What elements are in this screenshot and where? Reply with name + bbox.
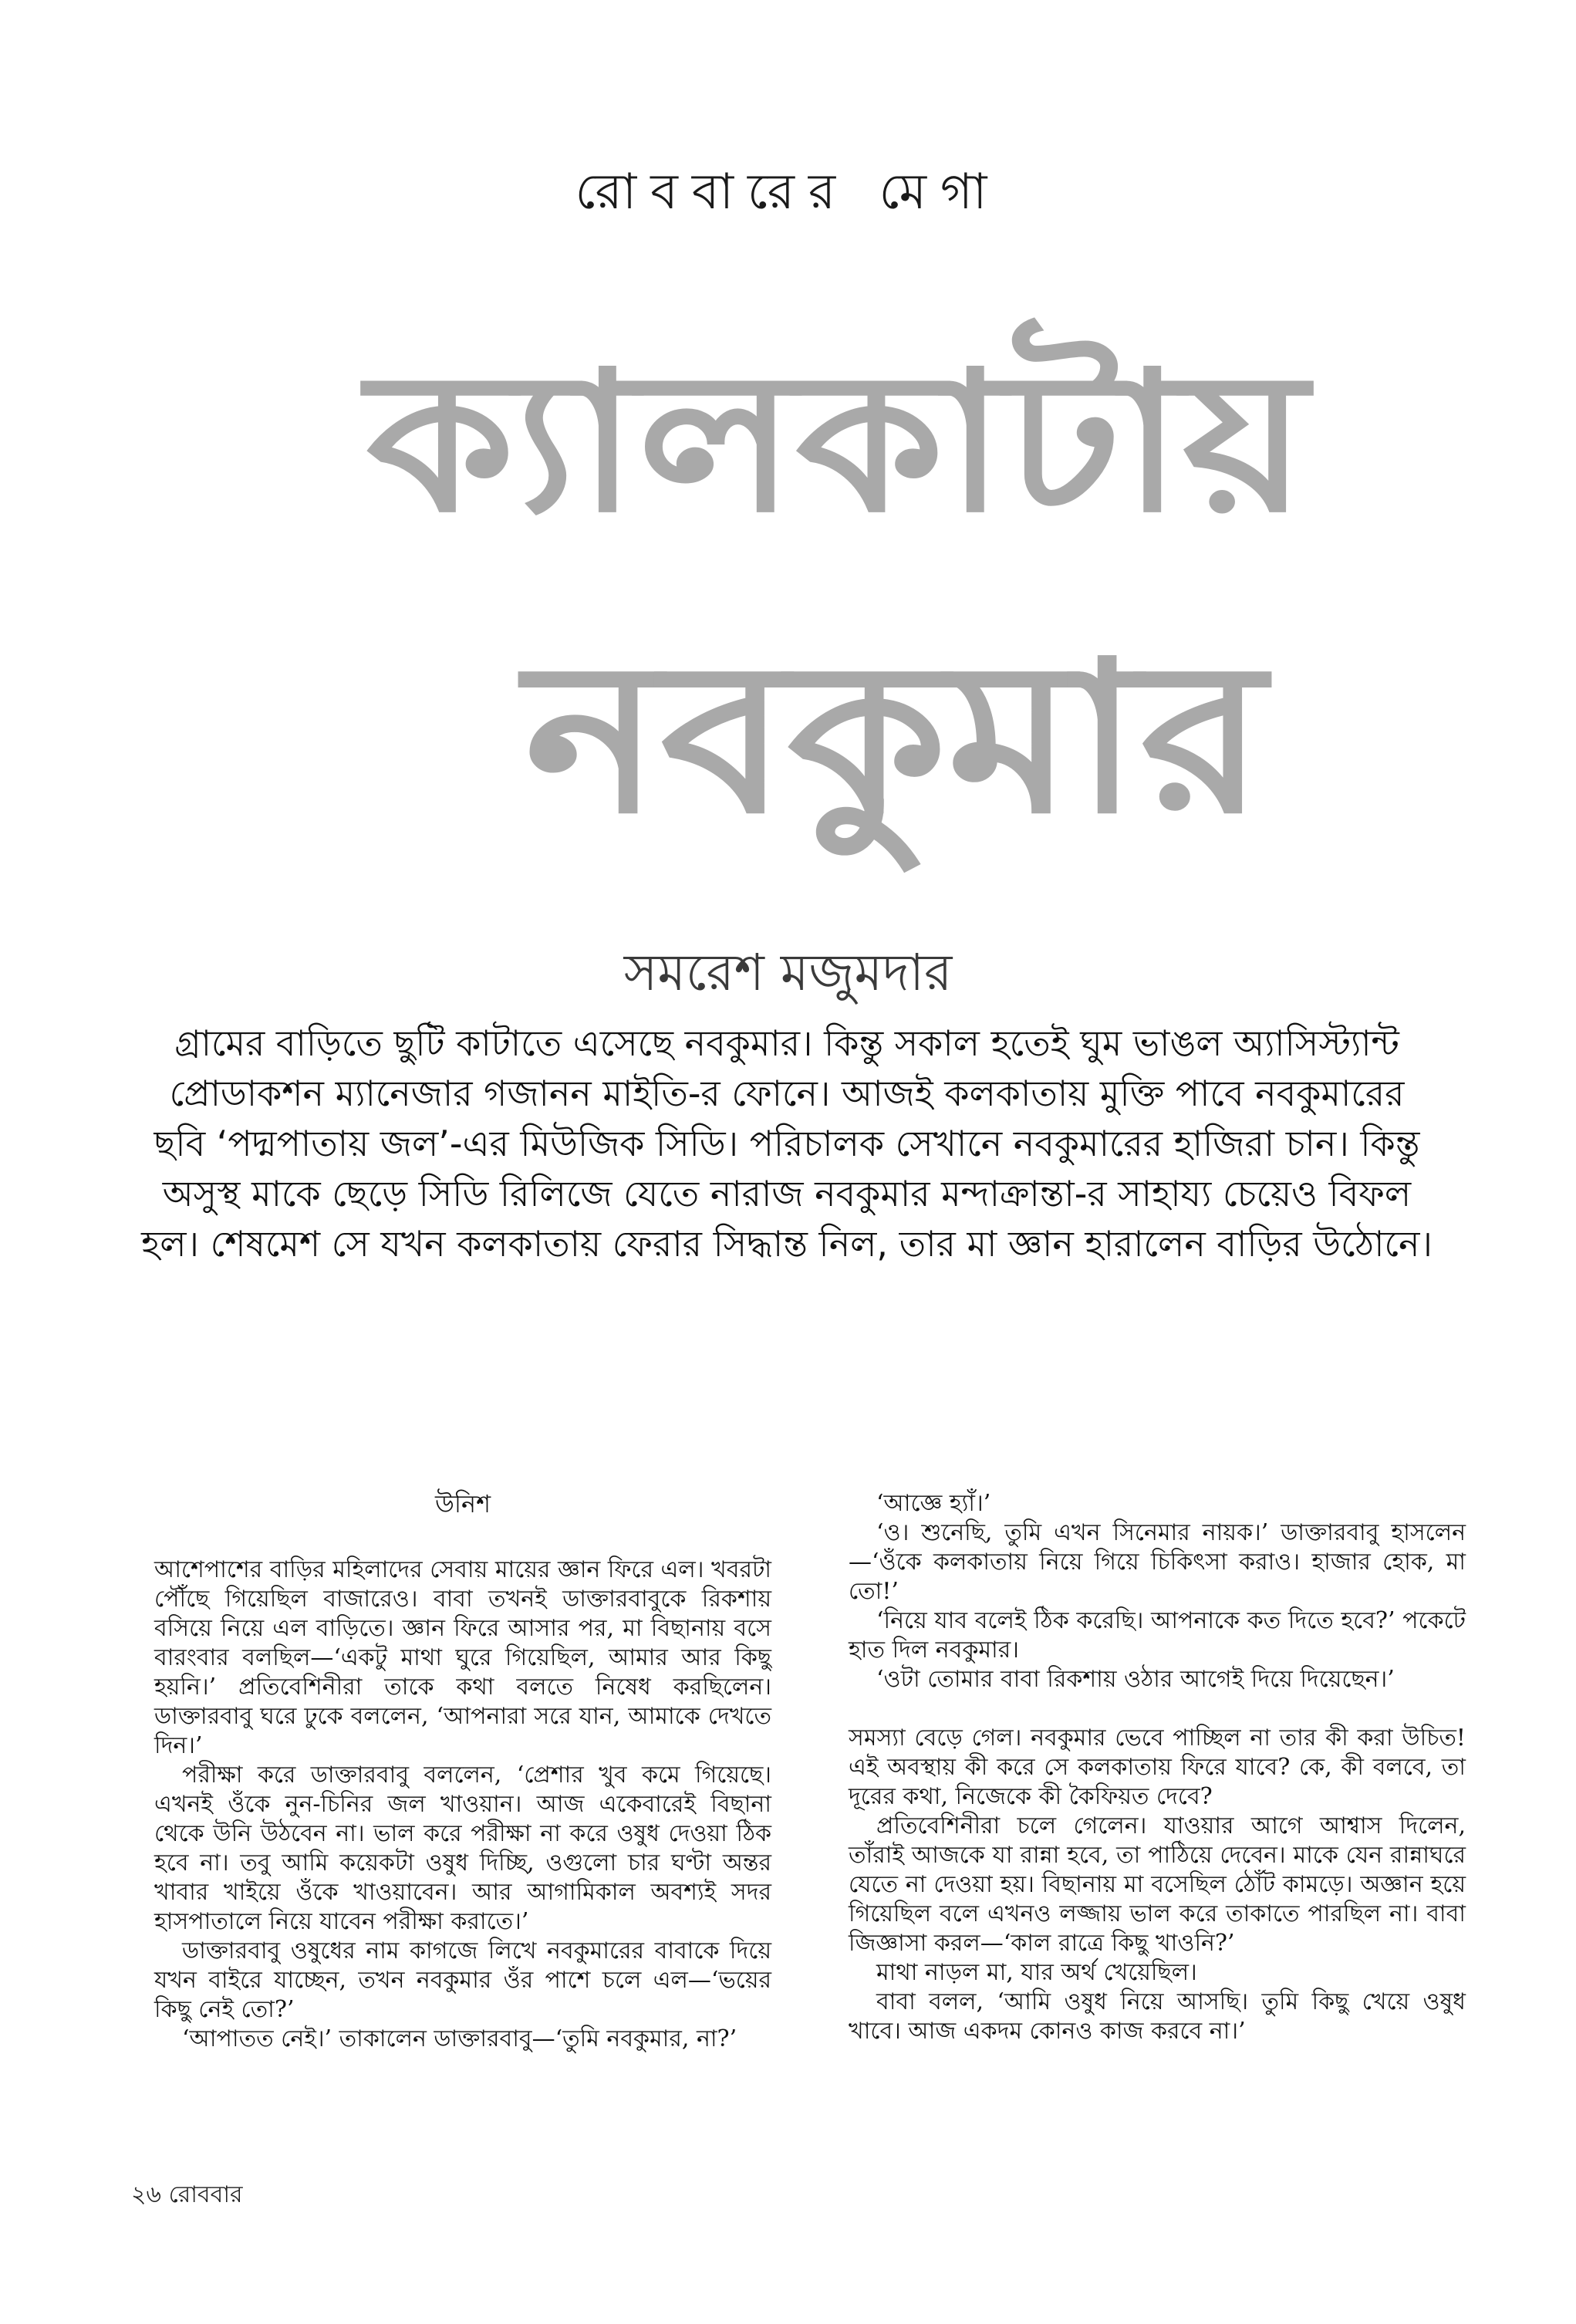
paragraph: সমস্যা বেড়ে গেল। নবকুমার ভেবে পাচ্ছিল না তার কী করা উচিত! এই অবস্থায় কী করে সে কলকাতায় ফিরে যাবে? কে, কী বলবে, তা দূরের কথা, নিজেকে কী কৈফিয়ত দেবে? (849, 1724, 1466, 1810)
page-number: ২৬ (131, 2181, 162, 2208)
story-title (339, 255, 1335, 910)
paragraph: ‘আজ্ঞে হ্যাঁ।’ (876, 1490, 991, 1517)
chapter-heading: উনিশ (434, 1489, 491, 1518)
paragraph: মাথা নাড়ল মা, যার অর্থ খেয়েছিল। (876, 1959, 1197, 1986)
section-break (849, 1694, 1466, 1724)
section-kicker: রোববারের মেগা (575, 164, 1001, 221)
title-line-2: নবকুমার (525, 616, 1202, 860)
text-column-right (849, 1489, 1466, 2046)
text-column-left (154, 1489, 771, 2054)
paragraph: ‘ও। শুনেছি, তুমি এখন সিনেমার নায়ক।’ ডাক্তারবাবু হাসলেন—‘ওঁকে কলকাতায় নিয়ে গিয়ে চিকিৎসা করাও। হাজার হোক, মা তো!’ (849, 1519, 1466, 1605)
paragraph: বাবা বলল, ‘আমি ওষুধ নিয়ে আসছি। তুমি কিছু খেয়ে ওষুধ খাবে। আজ একদম কোনও কাজ করবে না।’ (849, 1988, 1466, 2045)
paragraph: ‘আপাতত নেই।’ তাকালেন ডাক্তারবাবু—‘তুমি নবকুমার, না?’ (182, 2025, 737, 2052)
title-line-1: ক্যালকাটায় (366, 330, 1223, 555)
magazine-name: রোববার (168, 2181, 243, 2208)
paragraph: আশেপাশের বাড়ির মহিলাদের সেবায় মায়ের জ্ঞান ফিরে এল। খবরটা পৌঁছে গিয়েছিল বাজারেও। বাবা তখনই ডাক্তারবাবুকে রিকশায় বসিয়ে নিয়ে এল বাড়িতে। জ্ঞান ফিরে আসার পর, মা বিছানায় বসে বারংবার বলছিল—‘একটু মাথা ঘুরে গিয়েছিল, আমার আর কিছু হয়নি।’ প্রতিবেশিনীরা তাকে কথা বলতে নিষেধ করছিলেন। ডাক্তারবাবু ঘরে ঢুকে বললেন, ‘আপনারা সরে যান, আমাকে দেখতে দিন।’ (154, 1556, 771, 1759)
paragraph: পরীক্ষা করে ডাক্তারবাবু বললেন, ‘প্রেশার খুব কমে গিয়েছে। এখনই ওঁকে নুন-চিনির জল খাওয়ান। আজ একেবারেই বিছানা থেকে উনি উঠবেন না। ভাল করে পরীক্ষা না করে ওষুধ দেওয়া ঠিক হবে না। তবু আমি কয়েকটা ওষুধ দিচ্ছি, ওগুলো চার ঘণ্টা অন্তর খাবার খাইয়ে ওঁকে খাওয়াবেন। আর আগামিকাল অবশ্যই সদর হাসপাতালে নিয়ে যাবেন পরীক্ষা করাতে।’ (154, 1762, 771, 1935)
paragraph: ‘নিয়ে যাব বলেই ঠিক করেছি। আপনাকে কত দিতে হবে?’ পকেটে হাত দিল নবকুমার। (849, 1607, 1466, 1664)
story-intro: গ্রামের বাড়িতে ছুটি কাটাতে এসেছে নবকুমার। কিন্তু সকাল হতেই ঘুম ভাঙল অ্যাসিস্ট্যান্ট প্রোডাকশন ম্যানেজার গজানন মাইতি-র ফোনে। আজই কলকাতায় মুক্তি পাবে নবকুমারের ছবি ‘পদ্মপাতায় জল’-এর মিউজিক সিডি। পরিচালক সেখানে নবকুমারের হাজিরা চান। কিন্তু অসুস্থ মাকে ছেড়ে সিডি রিলিজে যেতে নারাজ নবকুমার মন্দাক্রান্তা-র সাহায্য চেয়েও বিফল হল। শেষমেশ সে যখন কলকাতায় ফেরার সিদ্ধান্ত নিল, তার মা জ্ঞান হারালেন বাড়ির উঠোনে। (141, 1022, 1433, 1265)
title-calligraphy (339, 255, 1335, 910)
page-footer (131, 2176, 243, 2215)
paragraph: ‘ওটা তোমার বাবা রিকশায় ওঠার আগেই দিয়ে দিয়েছেন।’ (876, 1666, 1395, 1693)
author-name: সমরেশ মজুমদার (623, 943, 953, 1002)
paragraph: প্রতিবেশিনীরা চলে গেলেন। যাওয়ার আগে আশ্বাস দিলেন, তাঁরাই আজকে যা রান্না হবে, তা পাঠিয়ে দেবেন। মাকে যেন রান্নাঘরে যেতে না দেওয়া হয়। বিছানায় মা বসেছিল ঠোঁট কামড়ে। অজ্ঞান হয়ে গিয়েছিল বলে এখনও লজ্জায় ভাল করে তাকাতে পারছিল না। বাবা জিজ্ঞাসা করল—‘কাল রাত্রে কিছু খাওনি?’ (849, 1812, 1466, 1957)
paragraph: ডাক্তারবাবু ওষুধের নাম কাগজে লিখে নবকুমারের বাবাকে দিয়ে যখন বাইরে যাচ্ছেন, তখন নবকুমার ওঁর পাশে চলে এল—‘ভয়ের কিছু নেই তো?’ (154, 1937, 771, 2023)
